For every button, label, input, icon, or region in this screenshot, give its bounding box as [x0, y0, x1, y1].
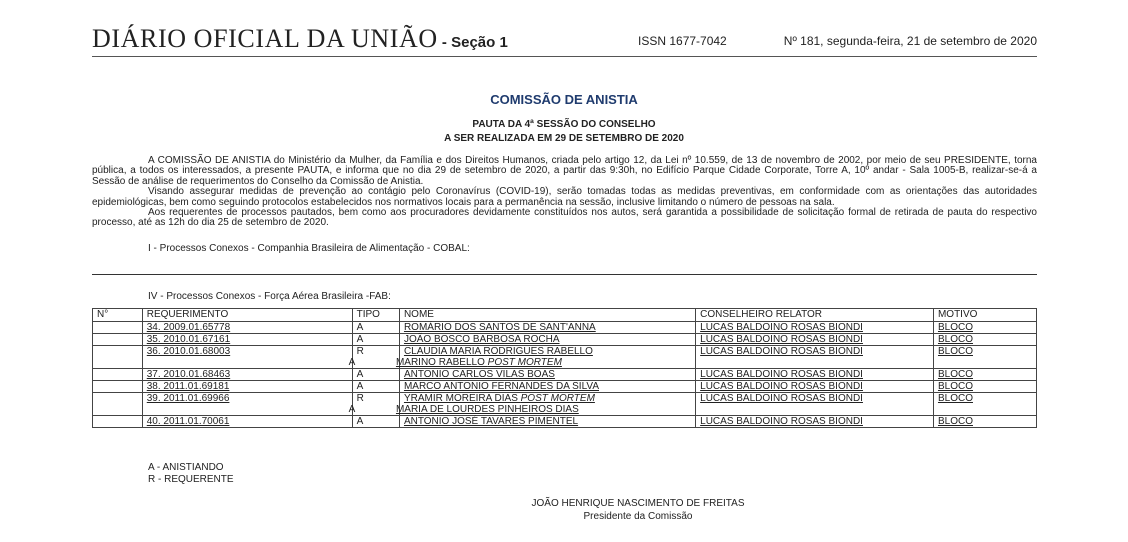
- relator-name: LUCAS BALDOINO ROSAS BIONDI: [700, 346, 863, 357]
- reason-value: BLOCO: [937, 393, 973, 404]
- cell-motivo: [933, 322, 1036, 334]
- request-id: 39. 2011.01.69966: [146, 393, 230, 404]
- agenda-title: PAUTA DA 4ª SESSÃO DO CONSELHO: [472, 119, 656, 130]
- cell-requerimento: [142, 393, 352, 416]
- cell-nome: [395, 393, 695, 416]
- request-id: 37. 2010.01.68463: [146, 369, 231, 380]
- name-value: ANTONIO CARLOS VILAS BOAS: [403, 369, 555, 380]
- name-value-2: MARIA DE LOURDES PINHEIROS DIAS: [395, 404, 579, 415]
- relator-name: LUCAS BALDOINO ROSAS BIONDI: [700, 393, 863, 404]
- header-requerimento: REQUERIMENTO: [142, 309, 352, 322]
- cell-nome: [399, 334, 695, 346]
- header-motivo: MOTIVO: [933, 309, 1036, 322]
- agenda-table: [92, 308, 1037, 428]
- signature-block: [500, 497, 776, 523]
- cell-motivo: [933, 381, 1036, 393]
- cell-relator: [696, 334, 934, 346]
- name-value: MARCO ANTONIO FERNANDES DA SILVA: [403, 381, 599, 392]
- title-text: DIÁRIO OFICIAL DA UNIÃO: [92, 24, 438, 53]
- cell-relator: [696, 346, 934, 369]
- cell-nome: [395, 346, 695, 369]
- cell-tipo: [352, 416, 399, 428]
- table-row: [93, 416, 1037, 428]
- cell-relator: [696, 369, 934, 381]
- cell-n: [93, 393, 143, 416]
- cell-tipo: [352, 322, 399, 334]
- post-mortem-note: POST MORTEM: [487, 357, 562, 368]
- tipo-value: R: [356, 346, 364, 357]
- reason-value: BLOCO: [937, 322, 973, 333]
- cell-tipo: [348, 393, 399, 416]
- post-mortem-note: POST MORTEM: [520, 393, 595, 404]
- cell-relator: [696, 322, 934, 334]
- name-value: JOÃO BOSCO BARBOSA ROCHA: [403, 334, 560, 345]
- cell-requerimento: [142, 346, 352, 369]
- cell-nome: [399, 381, 695, 393]
- header-tipo: TIPO: [352, 309, 399, 322]
- group-label-cobal: I - Processos Conexos - Companhia Brasileira de Alimentação - COBAL:: [148, 243, 470, 254]
- table-row: [93, 369, 1037, 381]
- cell-n: [93, 322, 143, 334]
- cell-requerimento: [142, 381, 352, 393]
- legend-item: A - ANISTIANDO: [148, 462, 224, 473]
- cell-motivo: [933, 346, 1036, 369]
- agenda-date: A SER REALIZADA EM 29 DE SETEMBRO DE 2020: [444, 133, 684, 144]
- request-id: 38. 2011.01.69181: [146, 381, 230, 392]
- tipo-value: A: [356, 322, 364, 333]
- request-id: 35. 2010.01.67161: [146, 334, 231, 345]
- reason-value: BLOCO: [937, 346, 973, 357]
- paragraph: Aos requerentes de processos pautados, bem como aos procuradores devidamente constituídos nos autos, será garantida a possibilidade de solicitação formal de retirada de pauta do respectivo processo, até as 12h do dia 25 de setembro de 2020.: [92, 207, 1037, 229]
- table-row: [93, 393, 1037, 416]
- table-row: [93, 346, 1037, 369]
- tipo-value-2: A: [348, 357, 356, 368]
- name-value: ANTONIO JOSÉ TAVARES PIMENTEL: [403, 416, 579, 427]
- cell-relator: [696, 416, 934, 428]
- cell-tipo: [352, 369, 399, 381]
- cell-relator: [696, 381, 934, 393]
- signatory-role: Presidente da Comissão: [583, 511, 693, 522]
- group-label-fab: IV - Processos Conexos - Força Aérea Brasileira -FAB:: [148, 291, 391, 302]
- table-row: [93, 334, 1037, 346]
- tipo-value: A: [356, 334, 364, 345]
- cell-requerimento: [142, 416, 352, 428]
- tipo-value: A: [356, 381, 364, 392]
- tipo-value: A: [356, 416, 364, 427]
- legend-item: R - REQUERENTE: [148, 474, 234, 485]
- cell-requerimento: [142, 334, 352, 346]
- relator-name: LUCAS BALDOINO ROSAS BIONDI: [700, 322, 863, 333]
- tipo-value-2: A: [348, 404, 356, 415]
- reason-value: BLOCO: [937, 369, 973, 380]
- table-row: [93, 322, 1037, 334]
- table-row: [93, 381, 1037, 393]
- organization-heading: COMISSÃO DE ANISTIA: [490, 92, 638, 107]
- cell-tipo: [352, 334, 399, 346]
- header-relator: CONSELHEIRO RELATOR: [696, 309, 934, 322]
- section-label: - Seção 1: [437, 34, 508, 51]
- name-value: YRAMIR MOREIRA DIAS: [403, 393, 521, 404]
- header-nome: NOME: [399, 309, 695, 322]
- request-id: 36. 2010.01.68003: [146, 346, 231, 357]
- body-text: [92, 156, 1037, 229]
- cell-n: [93, 416, 143, 428]
- relator-name: LUCAS BALDOINO ROSAS BIONDI: [700, 334, 863, 345]
- cell-motivo: [933, 416, 1036, 428]
- issn: ISSN 1677-7042: [638, 34, 727, 48]
- paragraph: A COMISSÃO DE ANISTIA do Ministério da Mulher, da Família e dos Direitos Humanos, criada pelo artigo 12, da Lei nº 10.559, de 13 de novembro de 2002, por meio de seu PRESIDENTE, torna pública, a todos os interessados, a presente PAUTA, e informa que no dia 29 de setembro de 2020, a partir das 9:30h, no Edifício Parque Cidade Corporate, Torre A, 10º andar - Sala 1005-B, realizar-se-á a Sessão de análise de requerimentos do Conselho da Comissão de Anistia.: [92, 155, 1037, 187]
- cell-relator: [696, 393, 934, 416]
- name-value: CLAUDIA MARIA RODRIGUES RABELLO: [403, 346, 593, 357]
- edition-info: Nº 181, segunda-feira, 21 de setembro de 2020: [783, 34, 1037, 48]
- cell-n: [93, 334, 143, 346]
- cell-motivo: [933, 369, 1036, 381]
- tipo-value: R: [356, 393, 364, 404]
- divider: [92, 274, 1037, 275]
- reason-value: BLOCO: [937, 334, 973, 345]
- cell-requerimento: [142, 322, 352, 334]
- request-id: 40. 2011.01.70061: [146, 416, 230, 427]
- cell-n: [93, 346, 143, 369]
- legend: [148, 462, 234, 486]
- cell-n: [93, 381, 143, 393]
- cell-motivo: [933, 334, 1036, 346]
- signatory-name: JOÃO HENRIQUE NASCIMENTO DE FREITAS: [531, 498, 745, 509]
- paragraph: Visando assegurar medidas de prevenção ao contágio pelo Coronavírus (COVID-19), serão tomadas todas as medidas preventivas, em conformidade com as orientações das autoridades epidemiológicas, bem como seguindo protocolos estabelecidos nos normativos locais para a permanência na sessão, inclusive limitando o número de pessoas na sala.: [92, 186, 1037, 208]
- table-header-row: [93, 309, 1037, 322]
- name-value-2: MARINO RABELLO: [395, 357, 488, 368]
- tipo-value: A: [356, 369, 364, 380]
- second-name: [396, 357, 691, 368]
- header-n: N°: [93, 309, 143, 322]
- request-id: 34. 2009.01.65778: [146, 322, 231, 333]
- reason-value: BLOCO: [937, 416, 973, 427]
- masthead: [92, 22, 1037, 57]
- cell-nome: [399, 322, 695, 334]
- relator-name: LUCAS BALDOINO ROSAS BIONDI: [700, 369, 863, 380]
- cell-nome: [399, 369, 695, 381]
- name-value: ROMÁRIO DOS SANTOS DE SANT'ANNA: [403, 322, 596, 333]
- cell-tipo: [352, 381, 399, 393]
- cell-requerimento: [142, 369, 352, 381]
- newspaper-title: [92, 24, 508, 54]
- relator-name: LUCAS BALDOINO ROSAS BIONDI: [700, 381, 863, 392]
- second-name: [396, 404, 691, 415]
- cell-nome: [399, 416, 695, 428]
- cell-motivo: [933, 393, 1036, 416]
- reason-value: BLOCO: [937, 381, 973, 392]
- cell-tipo: [348, 346, 399, 369]
- relator-name: LUCAS BALDOINO ROSAS BIONDI: [700, 416, 863, 427]
- cell-n: [93, 369, 143, 381]
